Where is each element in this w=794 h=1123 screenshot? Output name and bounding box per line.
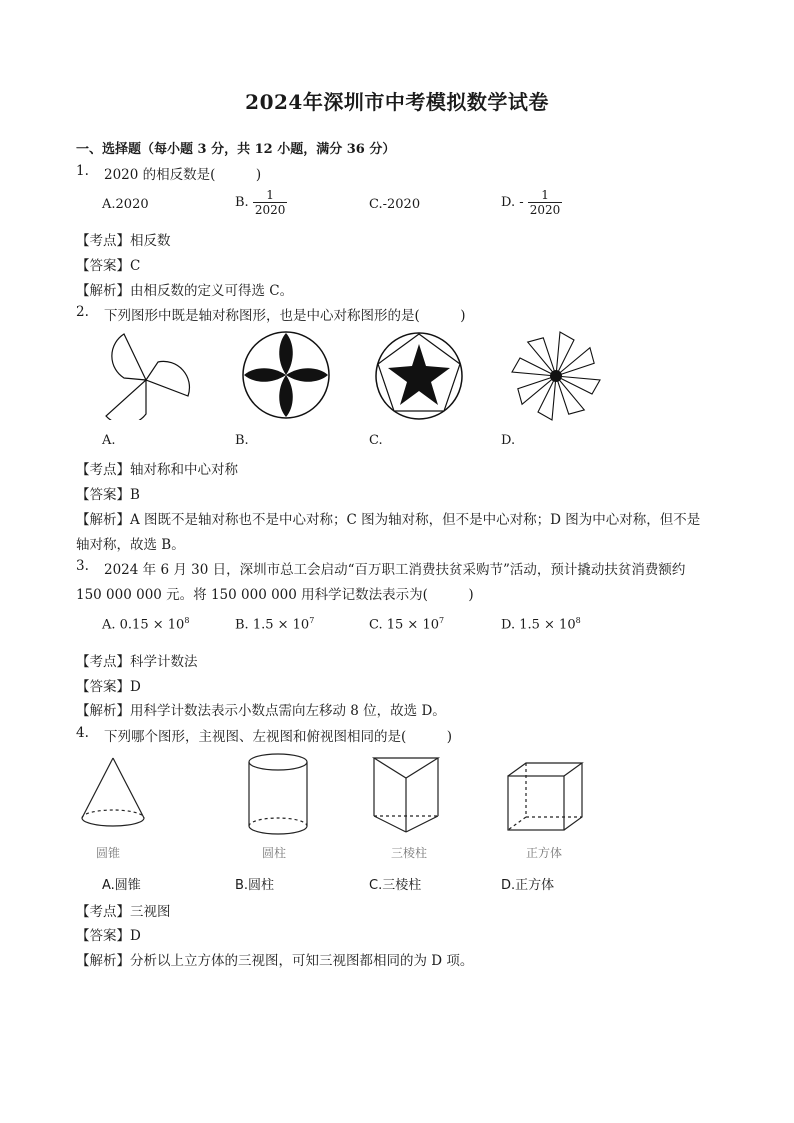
- q4-figure-cone: [78, 756, 148, 830]
- q3-number: 3.: [76, 558, 89, 574]
- q3-kaodian: 【考点】科学计数法: [76, 654, 198, 670]
- q1-option-b: [235, 188, 287, 217]
- q2-analysis-line1: 【解析】A 图既不是轴对称也不是中心对称；C 图为轴对称，但不是中心对称；D 图为中心对称，但不是: [76, 512, 701, 528]
- q4-number: 4.: [76, 725, 89, 741]
- q2-option-a: A.: [102, 433, 116, 448]
- q2-number: 2.: [76, 304, 89, 320]
- q1-option-c: C.-2020: [369, 197, 421, 212]
- q1-option-d-fraction: [528, 188, 563, 217]
- q3-option-b-exp: 7: [309, 616, 315, 625]
- q1-option-d-denominator: 2020: [529, 203, 561, 217]
- page-title: 2024年深圳市中考模拟数学试卷: [245, 90, 549, 114]
- q3-option-a-base: A. 0.15 × 10: [102, 617, 185, 633]
- q4-caption-cylinder: 圆柱: [262, 846, 287, 860]
- q3-option-c-base: C. 15 × 10: [369, 617, 439, 633]
- q1-option-b-fraction: [253, 188, 288, 217]
- q2-option-c: C.: [369, 433, 383, 448]
- q1-option-d-prefix: D. -: [501, 195, 524, 210]
- q3-option-a: [102, 616, 189, 632]
- q2-figure-d: [506, 328, 606, 424]
- q2-option-d: D.: [501, 433, 516, 448]
- q2-option-b: B.: [235, 433, 249, 448]
- q1-option-b-denominator: 2020: [254, 203, 286, 217]
- q1-stem: 2020 的相反数是( ): [104, 167, 262, 183]
- q3-option-b: [235, 616, 314, 632]
- q3-option-d-exp: 8: [575, 616, 581, 625]
- q3-option-a-exp: 8: [184, 616, 190, 625]
- q1-option-d: [501, 188, 562, 217]
- q4-option-b: B.圆柱: [235, 878, 275, 893]
- q2-figure-a: [96, 328, 196, 420]
- q3-stem-line1: 2024 年 6 月 30 日，深圳市总工会启动“百万职工消费扶贫采购节”活动，预计撬动扶贫消费额约: [104, 562, 686, 578]
- q4-figure-cube: [504, 760, 586, 834]
- q4-caption-prism: 三棱柱: [391, 846, 428, 860]
- q1-option-b-numerator: 1: [253, 188, 288, 203]
- q4-figure-cylinder: [246, 752, 310, 838]
- q3-option-d-base: D. 1.5 × 10: [501, 617, 576, 633]
- q3-answer: 【答案】D: [76, 679, 141, 695]
- q4-kaodian: 【考点】三视图: [76, 904, 171, 920]
- q3-stem-line2: 150 000 000 元。将 150 000 000 用科学记数法表示为( ): [76, 587, 474, 603]
- q3-analysis: 【解析】用科学计数法表示小数点需向左移动 8 位，故选 D。: [76, 703, 446, 719]
- q1-option-b-prefix: B.: [235, 195, 249, 210]
- q4-analysis: 【解析】分析以上立方体的三视图，可知三视图都相同的为 D 项。: [76, 953, 474, 969]
- q1-answer: 【答案】C: [76, 258, 141, 274]
- q2-figure-b: [238, 330, 334, 420]
- q2-answer: 【答案】B: [76, 487, 140, 503]
- q3-option-c-exp: 7: [439, 616, 445, 625]
- q4-option-c: C.三棱柱: [369, 878, 422, 893]
- q3-option-d: [501, 616, 581, 632]
- q4-stem: 下列哪个图形，主视图、左视图和俯视图相同的是( ): [104, 729, 453, 745]
- section-heading: 一、选择题（每小题 3 分，共 12 小题，满分 36 分）: [76, 142, 396, 157]
- q1-option-a: A.2020: [102, 197, 149, 212]
- q2-analysis-line2: 轴对称，故选 B。: [76, 537, 185, 553]
- q4-answer: 【答案】D: [76, 928, 141, 944]
- q4-option-d: D.正方体: [501, 878, 555, 893]
- q4-caption-cube: 正方体: [526, 846, 563, 860]
- q1-kaodian: 【考点】相反数: [76, 233, 171, 249]
- q2-kaodian: 【考点】轴对称和中心对称: [76, 462, 238, 478]
- q3-option-c: [369, 616, 444, 632]
- q1-option-d-numerator: 1: [528, 188, 563, 203]
- q1-number: 1.: [76, 163, 89, 179]
- q3-option-b-base: B. 1.5 × 10: [235, 617, 310, 633]
- q1-analysis: 【解析】由相反数的定义可得选 C。: [76, 283, 294, 299]
- q2-stem: 下列图形中既是轴对称图形，也是中心对称图形的是( ): [104, 308, 466, 324]
- q4-caption-cone: 圆锥: [96, 846, 121, 860]
- q4-option-a: A.圆锥: [102, 878, 141, 893]
- q2-figure-c: [371, 330, 467, 420]
- q4-figure-prism: [370, 754, 442, 836]
